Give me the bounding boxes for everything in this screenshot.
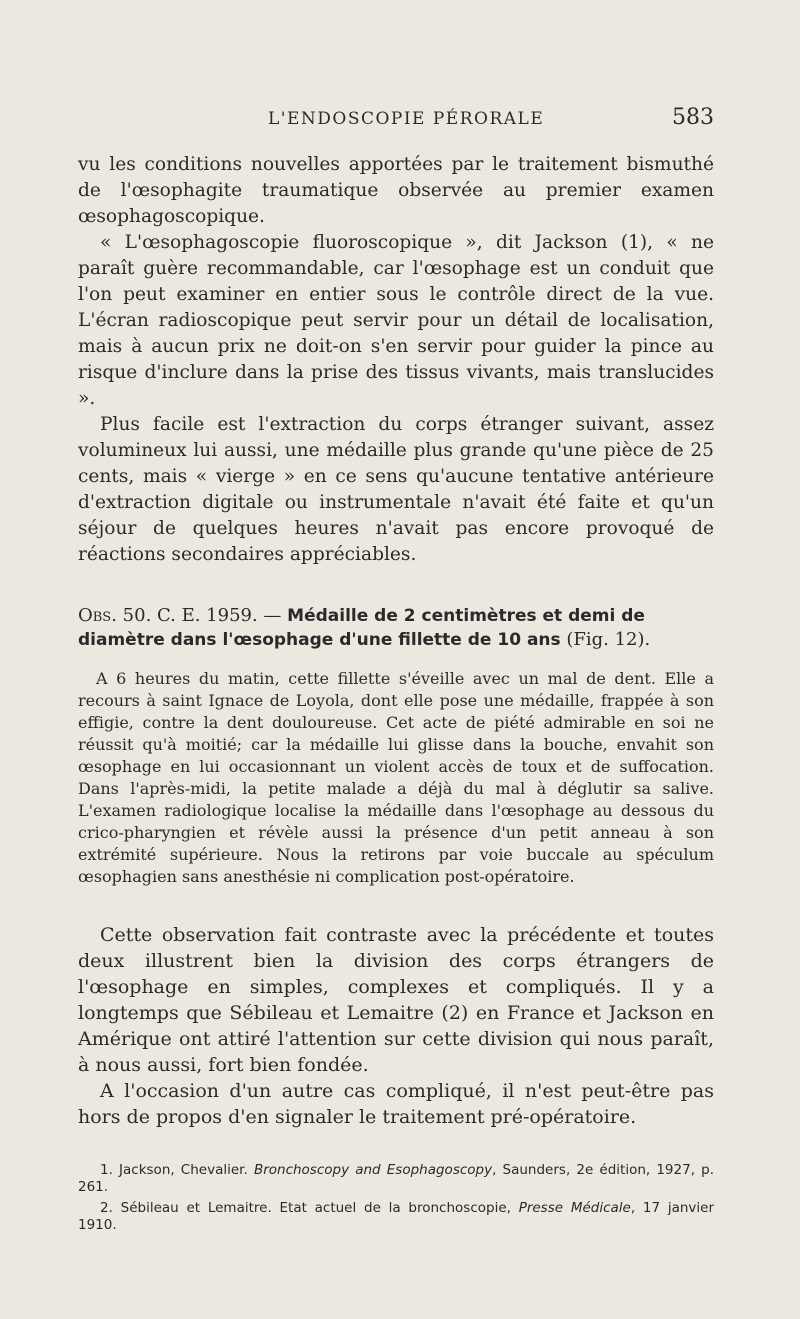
observation-heading <box>78 604 714 652</box>
footnote-2 <box>78 1200 714 1234</box>
paragraph-1: vu les conditions nouvelles apportées par le traitement bismuthé de l'œsophagite traumatique observée au premier examen œsophagoscopique. <box>78 154 714 227</box>
page-number: 583 <box>672 105 714 130</box>
footnote-2-suffix: , 17 janvier 1910. <box>78 1200 715 1233</box>
footnote-1-title: Bronchoscopy and Esophagoscopy <box>253 1162 493 1178</box>
running-title: L'ENDOSCOPIE PÉRORALE <box>268 109 545 129</box>
paragraph-5: A l'occasion d'un autre cas compliqué, il n'est peut-être pas hors de propos d'en signaler le traitement pré-opératoire. <box>78 1080 714 1128</box>
paragraph-2: « L'œsophagoscopie fluoroscopique », dit Jackson (1), « ne paraît guère recommandable, car l'œsophage est un conduit que l'on peut examiner en entier sous le contrôle direct de la vue. L'écran radioscopique peut servir pour un détail de localisation, mais à aucun prix ne doit-on s'en servir pour guider la pince au risque d'inclure dans la prise des tissus vivants, mais translucides ». <box>78 232 714 409</box>
observation-figure-ref: (Fig. 12). <box>566 629 651 650</box>
footnote-2-title: Presse Médicale <box>518 1200 631 1216</box>
observation-label: Obs. 50. C. E. 1959. — <box>78 605 282 626</box>
footnote-2-prefix: 2. Sébileau et Lemaitre. Etat actuel de la bronchoscopie, <box>100 1200 511 1216</box>
page-body <box>78 152 714 1130</box>
footnote-1-suffix: , Saunders, 2e édition, 1927, p. 261. <box>78 1162 714 1195</box>
footnote-1 <box>78 1162 714 1196</box>
observation-title: Médaille de 2 centimètres et demi de diamètre dans l'œsophage d'une fillette de 10 ans <box>78 606 645 650</box>
footnote-1-prefix: 1. Jackson, Chevalier. <box>100 1162 248 1178</box>
page-header <box>78 105 714 135</box>
paragraph-4: Cette observation fait contraste avec la précédente et toutes deux illustrent bien la division des corps étrangers de l'œsophage en simples, complexes et compliqués. Il y a longtemps que Sébileau et Lemaitre (2) en France et Jackson en Amérique ont attiré l'attention sur cette division qui nous paraît, à nous aussi, fort bien fondée. <box>78 924 714 1076</box>
observation-text: A 6 heures du matin, cette fillette s'éveille avec un mal de dent. Elle a recours à saint Ignace de Loyola, dont elle pose une médaille, frappée à son effigie, contre la dent douloureuse. Cet acte de piété admirable en soi ne réussit qu'à moitié; car la médaille lui glisse dans la bouche, envahit son œsophage en lui occasionnant un violent accès de toux et de suffocation. Dans l'après-midi, la petite malade a déjà du mal à déglutir sa salive. L'examen radiologique localise la médaille dans l'œsophage au dessous du crico-pharyngien et révèle aussi la présence d'un petit anneau à son extrémité supérieure. Nous la retirons par voie buccale au spéculum œsophagien sans anesthésie ni complication post-opératoire. <box>78 669 714 886</box>
footnotes <box>78 1162 714 1238</box>
paragraph-3: Plus facile est l'extraction du corps étranger suivant, assez volumineux lui aussi, une médaille plus grande qu'une pièce de 25 cents, mais « vierge » en ce sens qu'aucune tentative antérieure d'extraction digitale ou instrumentale n'avait été faite et qu'un séjour de quelques heures n'avait pas encore provoqué de réactions secondaires appréciables. <box>78 414 714 565</box>
